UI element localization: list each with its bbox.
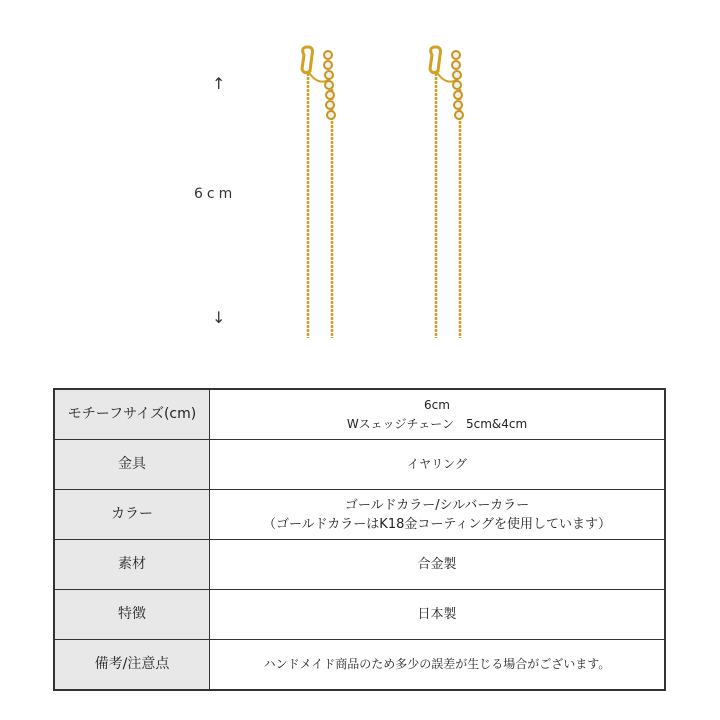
up-arrow: ↑ xyxy=(212,74,226,93)
row-label: 特徴 xyxy=(54,590,210,640)
row-label: モチーフサイズ(cm) xyxy=(54,389,210,440)
value-line: （ゴールドカラーはK18金コーティングを使用しています） xyxy=(262,516,612,532)
spec-table xyxy=(53,388,666,691)
table-row xyxy=(54,440,665,490)
earring-right xyxy=(430,47,463,338)
earring-left xyxy=(302,47,335,338)
row-label: カラー xyxy=(54,490,210,540)
value-line: ゴールドカラー/シルバーカラー xyxy=(344,497,530,513)
row-value: 合金製 xyxy=(210,540,666,590)
row-value: イヤリング xyxy=(210,440,666,490)
table-row xyxy=(54,590,665,640)
table-row xyxy=(54,640,665,691)
down-arrow: ↓ xyxy=(212,308,226,327)
row-label: 金具 xyxy=(54,440,210,490)
value-line: 6cm xyxy=(424,397,450,412)
row-value: ハンドメイド商品のため多少の誤差が生じる場合がございます。 xyxy=(210,640,666,691)
row-label: 備考/注意点 xyxy=(54,640,210,691)
size-label: 6cm xyxy=(194,186,237,202)
value-line: Wスェッジチェーン 5cm&4cm xyxy=(346,416,528,431)
table-row xyxy=(54,389,665,440)
row-label: 素材 xyxy=(54,540,210,590)
row-value xyxy=(210,490,666,540)
table-row xyxy=(54,490,665,540)
row-value: 日本製 xyxy=(210,590,666,640)
row-value xyxy=(210,389,666,440)
table-row xyxy=(54,540,665,590)
